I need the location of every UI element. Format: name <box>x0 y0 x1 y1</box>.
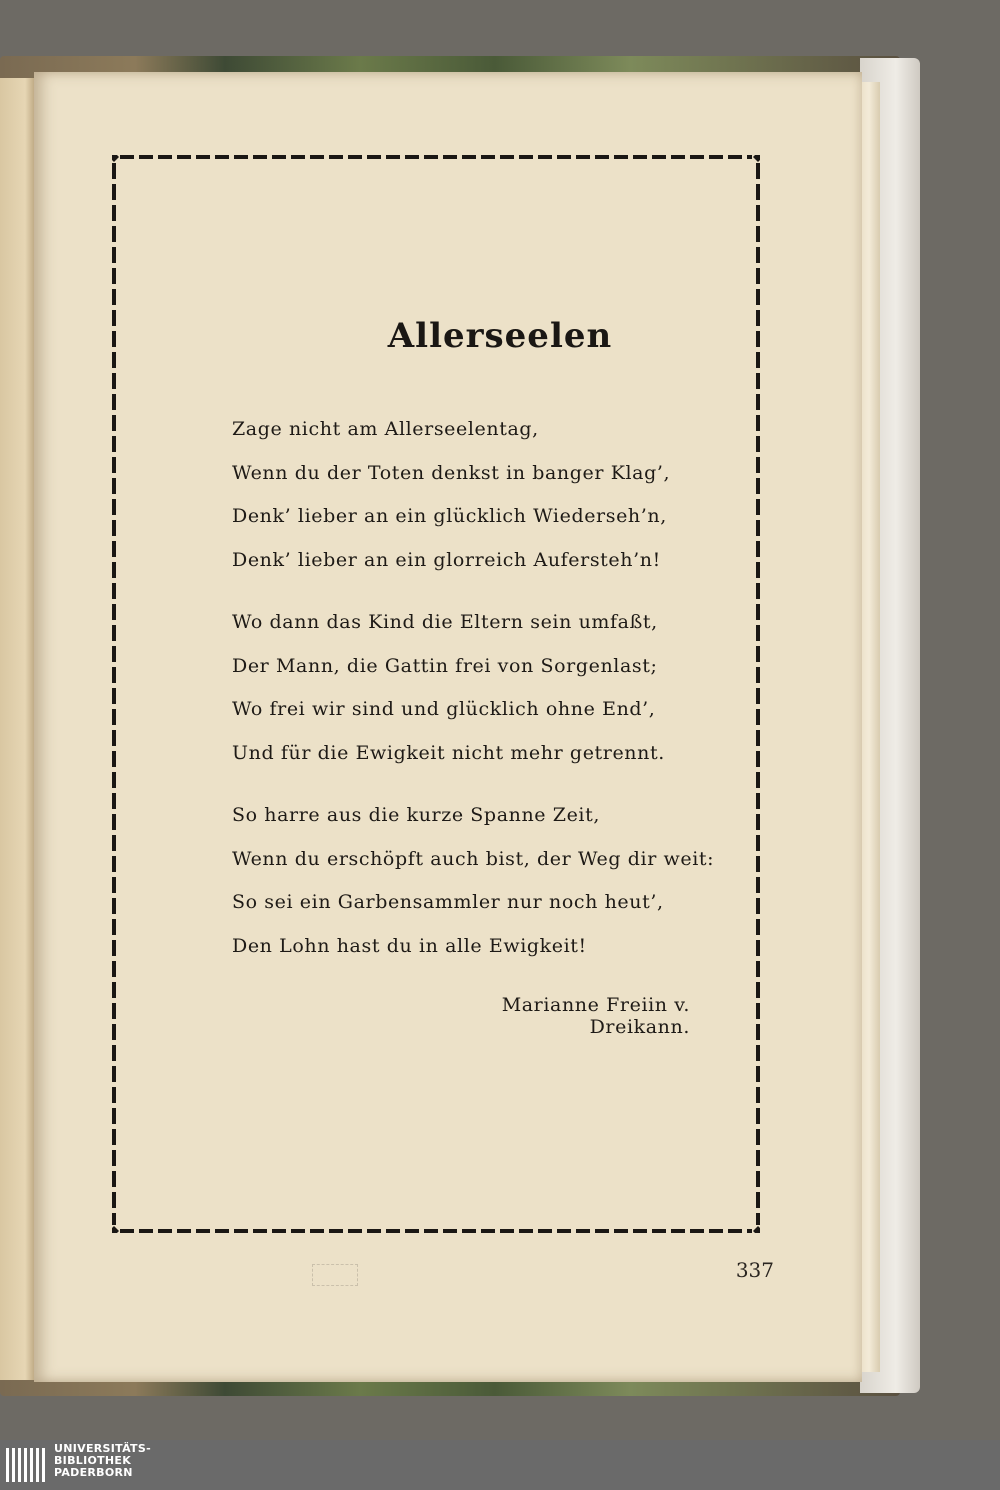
poem-line: So harre aus die kurze Spanne Zeit, <box>232 804 600 826</box>
library-name-line: BIBLIOTHEK <box>54 1454 132 1467</box>
library-logo-icon <box>4 1444 48 1486</box>
poem-line: So sei ein Garbensammler nur noch heut’, <box>232 891 664 913</box>
poem-body <box>232 408 715 987</box>
poem-line: Wo frei wir sind und glücklich ohne End’, <box>232 698 656 720</box>
poem-line: Wenn du der Toten denkst in banger Klag’, <box>232 461 671 484</box>
stanza-3 <box>232 794 715 968</box>
page-number: 337 <box>735 1258 774 1282</box>
poem-line: Zage nicht am Allerseelentag, <box>232 418 539 440</box>
faint-stamp <box>312 1264 358 1286</box>
poem-line: Der Mann, die Gattin frei von Sorgenlast; <box>232 654 658 677</box>
poem-line: Wenn du erschöpft auch bist, der Weg dir weit: <box>232 847 715 870</box>
poem-line: Denk’ lieber an ein glorreich Aufersteh’n! <box>232 548 661 571</box>
stanza-2 <box>232 601 672 775</box>
library-name <box>54 1443 151 1479</box>
poem-line: Denk’ lieber an ein glücklich Wiederseh’n, <box>232 505 667 527</box>
library-name-line: UNIVERSITÄTS- <box>54 1442 151 1455</box>
poem-line: Wo dann das Kind die Eltern sein umfaßt, <box>232 611 658 633</box>
poem-line: Den Lohn hast du in alle Ewigkeit! <box>232 934 587 957</box>
left-page-edge <box>0 78 36 1380</box>
library-footer <box>0 1440 1000 1490</box>
poem-author: Marianne Freiin v. Dreikann. <box>501 994 690 1038</box>
stanza-1 <box>232 408 672 582</box>
poem-title: Allerseelen <box>387 316 613 356</box>
library-name-line: PADERBORN <box>54 1466 133 1479</box>
poem-line: Und für die Ewigkeit nicht mehr getrennt. <box>232 741 665 764</box>
